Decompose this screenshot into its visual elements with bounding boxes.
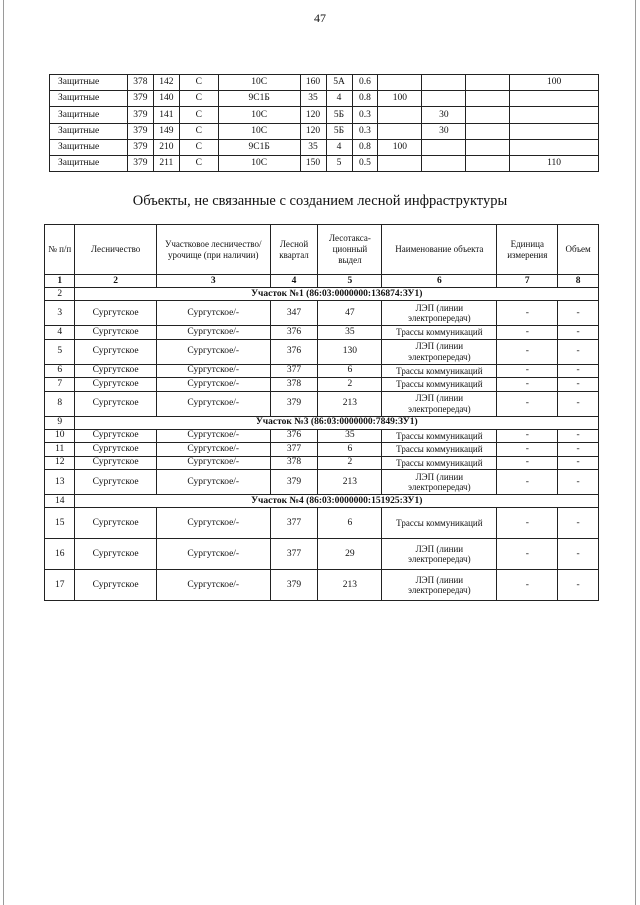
column-number-cell: 1 <box>45 275 75 288</box>
table-cell: 378 <box>270 456 318 470</box>
header-cell: Лесничество <box>75 225 156 275</box>
table-cell: Сургутское <box>75 391 156 416</box>
table-cell: 376 <box>270 326 318 340</box>
header-cell: Объем <box>558 225 599 275</box>
table-cell: 376 <box>270 339 318 364</box>
table-cell: Сургутское <box>75 326 156 340</box>
table-cell <box>466 107 510 123</box>
table-cell: - <box>497 470 558 495</box>
table-cell: Сургутское <box>75 456 156 470</box>
table-cell: 2 <box>318 378 382 392</box>
table-cell: 379 <box>127 139 153 155</box>
page-number: 47 <box>314 11 326 25</box>
column-number-row <box>45 275 599 288</box>
table-cell: 6 <box>318 508 382 539</box>
header-cell: Участковое лесничество/урочище (при наличии) <box>156 225 270 275</box>
table-cell: 3 <box>45 301 75 326</box>
table-cell: 5 <box>326 155 352 171</box>
table-cell: 379 <box>270 570 318 601</box>
table-row <box>45 301 599 326</box>
table-cell <box>422 91 466 107</box>
table-cell <box>378 155 422 171</box>
table-cell: - <box>497 443 558 457</box>
table-cell: Сургутское/- <box>156 364 270 378</box>
table-cell: 13 <box>45 470 75 495</box>
table-cell: 10С <box>218 107 300 123</box>
table-cell: 100 <box>378 139 422 155</box>
column-number-cell: 5 <box>318 275 382 288</box>
table-cell: - <box>558 378 599 392</box>
table-cell: С <box>179 107 218 123</box>
table-cell: ЛЭП (линии электропередач) <box>382 539 497 570</box>
table-cell: 379 <box>127 155 153 171</box>
table-cell: 211 <box>153 155 179 171</box>
table-cell: Трассы коммуникаций <box>382 456 497 470</box>
table-cell <box>510 107 599 123</box>
table-cell: - <box>497 301 558 326</box>
table-cell: 10С <box>218 123 300 139</box>
column-number-cell: 3 <box>156 275 270 288</box>
table-cell: 130 <box>318 339 382 364</box>
table-cell: 0.8 <box>352 91 378 107</box>
table-cell: 10С <box>218 75 300 91</box>
header-cell: Лесотакса-ционный выдел <box>318 225 382 275</box>
table-cell: Сургутское <box>75 429 156 443</box>
table-cell: Трассы коммуникаций <box>382 508 497 539</box>
objects-table-header <box>45 225 599 288</box>
table-cell: Сургутское/- <box>156 391 270 416</box>
table-row <box>45 339 599 364</box>
table-cell: - <box>497 539 558 570</box>
table-cell: 35 <box>300 91 326 107</box>
table-cell: - <box>497 570 558 601</box>
table-cell: 35 <box>318 326 382 340</box>
table-cell: 160 <box>300 75 326 91</box>
table-cell: 377 <box>270 443 318 457</box>
row-number-cell: 2 <box>45 288 75 301</box>
table-cell: Сургутское/- <box>156 443 270 457</box>
table-cell: 9С1Б <box>218 91 300 107</box>
table-row <box>45 570 599 601</box>
table-cell: ЛЭП (линии электропередач) <box>382 570 497 601</box>
scan-edge-left <box>3 0 4 905</box>
table-cell: С <box>179 123 218 139</box>
table-cell: 140 <box>153 91 179 107</box>
table-cell: Сургутское/- <box>156 326 270 340</box>
table-cell: - <box>558 470 599 495</box>
table-cell: 0.5 <box>352 155 378 171</box>
table-cell: Сургутское <box>75 470 156 495</box>
table-cell: 9С1Б <box>218 139 300 155</box>
table-cell: - <box>558 456 599 470</box>
table-cell: 10С <box>218 155 300 171</box>
table-cell <box>466 75 510 91</box>
table-row <box>50 139 599 155</box>
table-cell: 213 <box>318 391 382 416</box>
row-number-cell: 14 <box>45 495 75 508</box>
row-number-cell: 9 <box>45 416 75 429</box>
table-cell <box>466 123 510 139</box>
column-number-cell: 8 <box>558 275 599 288</box>
table-cell: 0.3 <box>352 123 378 139</box>
table-cell <box>510 139 599 155</box>
table-row <box>45 539 599 570</box>
table-cell: - <box>497 339 558 364</box>
table-cell <box>510 123 599 139</box>
table-cell: 4 <box>45 326 75 340</box>
table-cell: 213 <box>318 570 382 601</box>
table-cell: 17 <box>45 570 75 601</box>
table-cell <box>510 91 599 107</box>
table-row <box>45 443 599 457</box>
table-cell: Трассы коммуникаций <box>382 364 497 378</box>
table-cell: Сургутское <box>75 364 156 378</box>
column-number-cell: 7 <box>497 275 558 288</box>
table-row <box>45 391 599 416</box>
section-label: Участок №4 (86:03:0000000:151925:ЗУ1) <box>75 495 599 508</box>
table-row <box>45 470 599 495</box>
table-row <box>50 123 599 139</box>
table-cell: Трассы коммуникаций <box>382 429 497 443</box>
table-cell: Защитные <box>50 91 128 107</box>
table-row <box>50 107 599 123</box>
table-cell: С <box>179 75 218 91</box>
table-cell: - <box>558 391 599 416</box>
table-cell: 149 <box>153 123 179 139</box>
objects-table-body <box>45 288 599 601</box>
table-cell: 100 <box>510 75 599 91</box>
column-number-cell: 2 <box>75 275 156 288</box>
table-cell: 120 <box>300 123 326 139</box>
table-cell <box>422 139 466 155</box>
table-cell: 5Б <box>326 123 352 139</box>
table-cell: Защитные <box>50 155 128 171</box>
table-cell: Сургутское/- <box>156 339 270 364</box>
table-cell: 0.3 <box>352 107 378 123</box>
table-cell: Сургутское <box>75 339 156 364</box>
column-number-cell: 6 <box>382 275 497 288</box>
table-row <box>45 378 599 392</box>
table-cell: 378 <box>127 75 153 91</box>
table-cell: 150 <box>300 155 326 171</box>
table-cell: - <box>558 570 599 601</box>
header-cell: Единица измерения <box>497 225 558 275</box>
section-label: Участок №1 (86:03:0000000:136874:ЗУ1) <box>75 288 599 301</box>
table-cell: 10 <box>45 429 75 443</box>
table-cell: - <box>558 443 599 457</box>
table-cell: ЛЭП (линии электропередач) <box>382 391 497 416</box>
table-cell: Сургутское <box>75 508 156 539</box>
table-cell: 210 <box>153 139 179 155</box>
table-cell: - <box>497 429 558 443</box>
table-cell: Сургутское <box>75 443 156 457</box>
table-cell: 12 <box>45 456 75 470</box>
table-cell: Сургутское <box>75 301 156 326</box>
table-cell: Сургутское/- <box>156 570 270 601</box>
table-cell: - <box>558 339 599 364</box>
table-cell: 4 <box>326 139 352 155</box>
table-cell <box>378 123 422 139</box>
table-cell: 16 <box>45 539 75 570</box>
table-cell: - <box>558 326 599 340</box>
table-cell <box>378 107 422 123</box>
table-cell: Сургутское/- <box>156 539 270 570</box>
table-cell <box>422 155 466 171</box>
objects-table <box>44 224 599 601</box>
table-cell: С <box>179 155 218 171</box>
table-cell: 4 <box>326 91 352 107</box>
table-cell <box>378 75 422 91</box>
table-cell: Сургутское/- <box>156 508 270 539</box>
table-cell: ЛЭП (линии электропередач) <box>382 470 497 495</box>
table-cell: Сургутское/- <box>156 456 270 470</box>
table-row <box>50 91 599 107</box>
table-row <box>45 429 599 443</box>
table-cell: Сургутское/- <box>156 301 270 326</box>
table-cell: Сургутское <box>75 378 156 392</box>
header-cell: Наименование объекта <box>382 225 497 275</box>
continued-table <box>49 74 599 172</box>
table-row <box>50 155 599 171</box>
table-cell <box>422 75 466 91</box>
table-cell: - <box>558 301 599 326</box>
table-cell: Защитные <box>50 139 128 155</box>
table-cell: Сургутское <box>75 570 156 601</box>
table-cell: Сургутское/- <box>156 378 270 392</box>
column-number-cell: 4 <box>270 275 318 288</box>
header-cell: № п/п <box>45 225 75 275</box>
table-cell: 8 <box>45 391 75 416</box>
table-cell: Защитные <box>50 123 128 139</box>
header-cell: Лесной квартал <box>270 225 318 275</box>
table-cell: Трассы коммуникаций <box>382 326 497 340</box>
table-cell: 30 <box>422 107 466 123</box>
section-row <box>45 288 599 301</box>
table-cell: С <box>179 91 218 107</box>
table-cell: 120 <box>300 107 326 123</box>
table-cell: ЛЭП (линии электропередач) <box>382 301 497 326</box>
section-row <box>45 416 599 429</box>
table-cell: 5 <box>45 339 75 364</box>
table-cell: 377 <box>270 364 318 378</box>
table-cell: Сургутское/- <box>156 429 270 443</box>
table-cell: 30 <box>422 123 466 139</box>
table-cell: С <box>179 139 218 155</box>
table-cell: 6 <box>318 443 382 457</box>
table-cell: 15 <box>45 508 75 539</box>
table-cell: Сургутское/- <box>156 470 270 495</box>
table-cell: 142 <box>153 75 179 91</box>
table-cell: - <box>497 378 558 392</box>
table-cell: 379 <box>127 91 153 107</box>
table-cell: 379 <box>270 470 318 495</box>
table-row <box>45 456 599 470</box>
table-cell: 35 <box>300 139 326 155</box>
table-cell: - <box>497 364 558 378</box>
table-cell <box>466 155 510 171</box>
table-cell: 213 <box>318 470 382 495</box>
table-cell: 35 <box>318 429 382 443</box>
table-cell: 141 <box>153 107 179 123</box>
table-cell: 29 <box>318 539 382 570</box>
table-cell: 110 <box>510 155 599 171</box>
table-cell: 347 <box>270 301 318 326</box>
table-cell: 5Б <box>326 107 352 123</box>
table-cell: Трассы коммуникаций <box>382 378 497 392</box>
table-cell: 376 <box>270 429 318 443</box>
table-cell: - <box>558 364 599 378</box>
table-row <box>45 326 599 340</box>
table-cell: - <box>497 326 558 340</box>
table-cell: 6 <box>45 364 75 378</box>
table-cell: 5А <box>326 75 352 91</box>
table-cell <box>466 139 510 155</box>
table-cell: 0.6 <box>352 75 378 91</box>
table-cell: - <box>558 539 599 570</box>
table-cell: 7 <box>45 378 75 392</box>
table-cell <box>466 91 510 107</box>
section-title: Объекты, не связанные с созданием лесной инфраструктуры <box>132 193 508 209</box>
table-cell: Защитные <box>50 75 128 91</box>
table-cell: 379 <box>127 123 153 139</box>
table-cell: Трассы коммуникаций <box>382 443 497 457</box>
scan-edge-right <box>635 0 636 905</box>
table-cell: 100 <box>378 91 422 107</box>
table-cell: ЛЭП (линии электропередач) <box>382 339 497 364</box>
table-cell: 6 <box>318 364 382 378</box>
table-cell: 379 <box>127 107 153 123</box>
table-cell: 47 <box>318 301 382 326</box>
table-row <box>45 364 599 378</box>
table-cell: 377 <box>270 539 318 570</box>
table-cell: - <box>558 429 599 443</box>
continued-table-body <box>50 75 599 172</box>
table-cell: Защитные <box>50 107 128 123</box>
table-cell: Сургутское <box>75 539 156 570</box>
table-cell: - <box>558 508 599 539</box>
table-cell: 378 <box>270 378 318 392</box>
table-cell: - <box>497 391 558 416</box>
table-cell: 11 <box>45 443 75 457</box>
table-cell: 0.8 <box>352 139 378 155</box>
table-row <box>45 508 599 539</box>
section-label: Участок №3 (86:03:0000000:7849:ЗУ1) <box>75 416 599 429</box>
table-cell: - <box>497 508 558 539</box>
section-row <box>45 495 599 508</box>
table-row <box>50 75 599 91</box>
table-cell: 379 <box>270 391 318 416</box>
table-cell: 2 <box>318 456 382 470</box>
table-cell: 377 <box>270 508 318 539</box>
table-cell: - <box>497 456 558 470</box>
header-row <box>45 225 599 275</box>
